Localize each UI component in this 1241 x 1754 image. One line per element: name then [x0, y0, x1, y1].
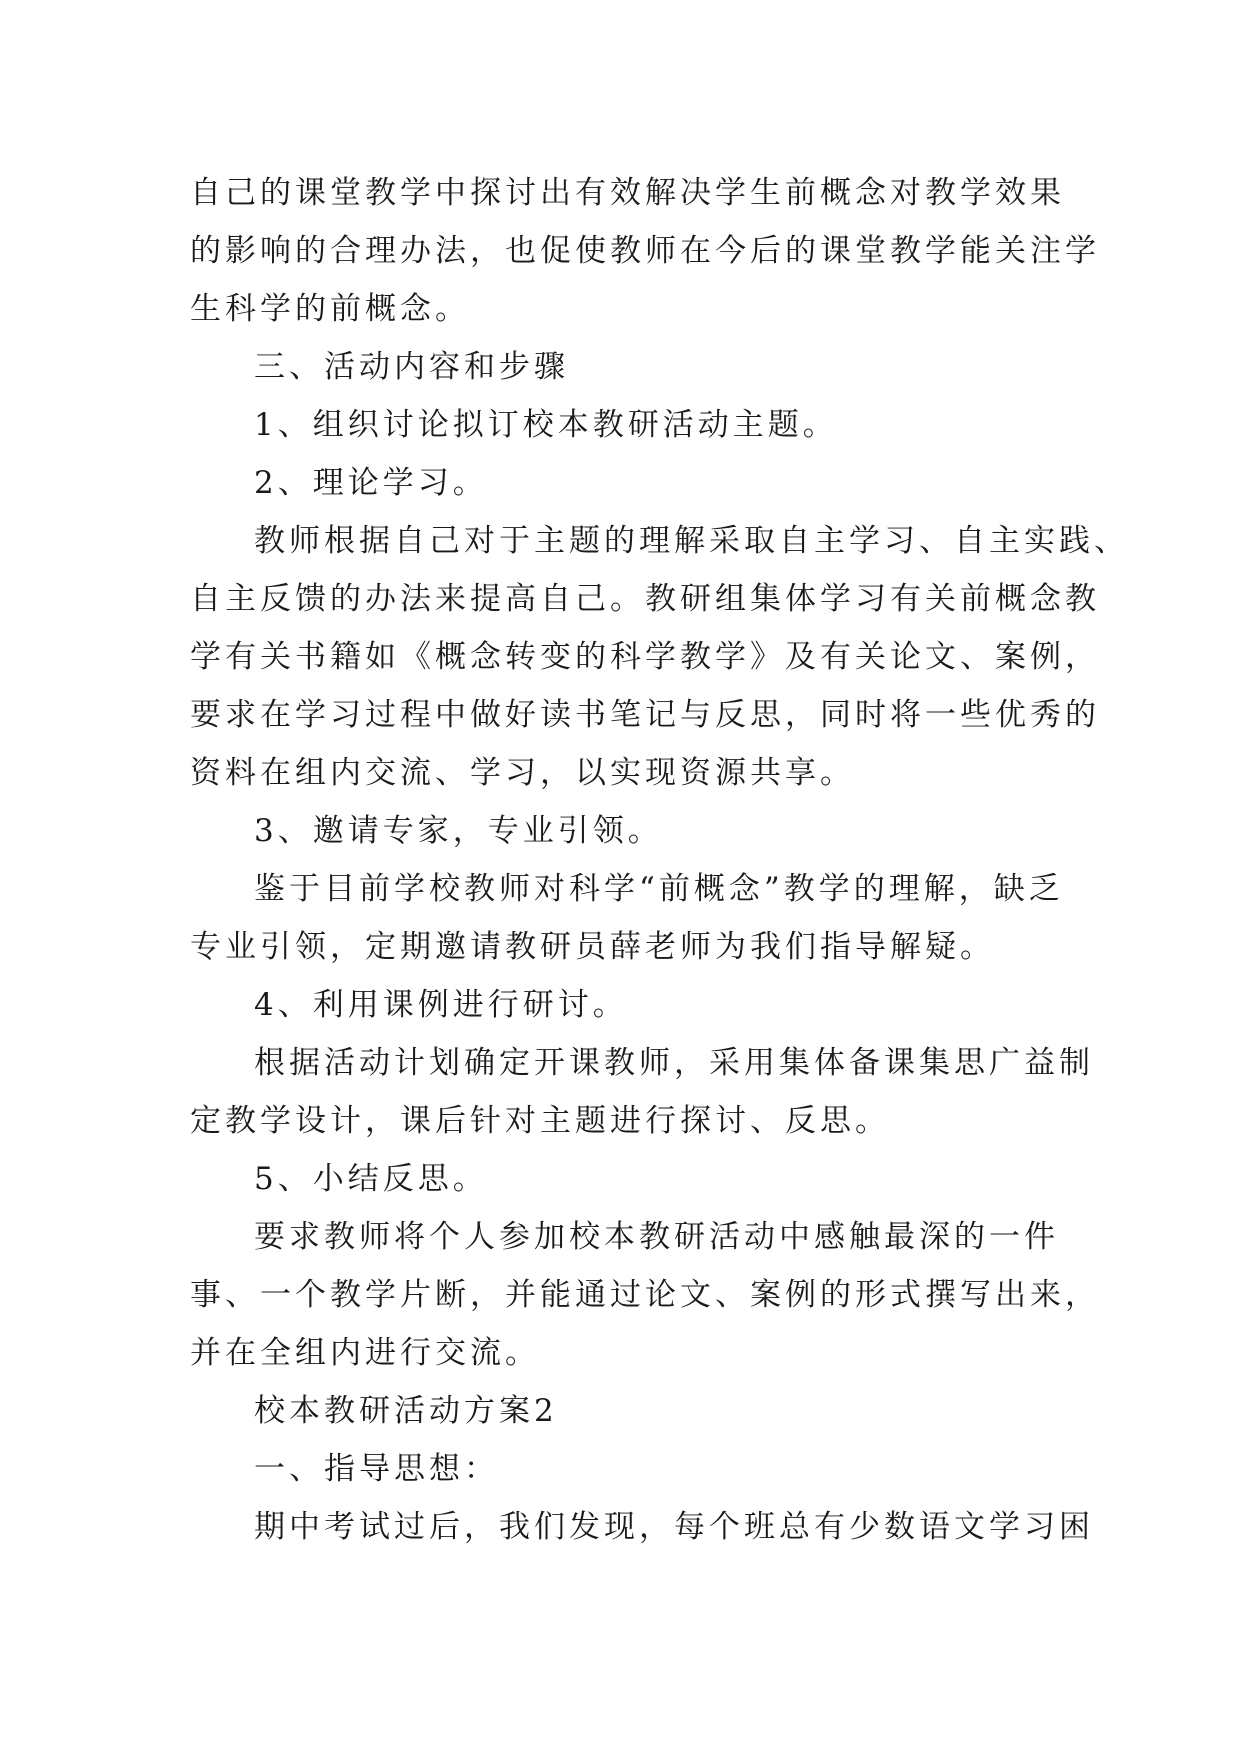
text-line: 自己的课堂教学中探讨出有效解决学生前概念对教学效果 [190, 175, 1065, 211]
text-line: 期中考试过后，我们发现，每个班总有少数语文学习困 [254, 1509, 1094, 1545]
document-title: 校本教研活动方案2 [254, 1393, 558, 1429]
list-item: 4、利用课例进行研讨。 [254, 987, 628, 1023]
list-item: 1、组织讨论拟订校本教研活动主题。 [254, 407, 838, 443]
text-line: 根据活动计划确定开课教师，采用集体备课集思广益制 [254, 1045, 1094, 1081]
text-line: 专业引领，定期邀请教研员薛老师为我们指导解疑。 [190, 929, 995, 965]
text-line: 要求在学习过程中做好读书笔记与反思，同时将一些优秀的 [190, 697, 1100, 733]
text-line: 事、一个教学片断，并能通过论文、案例的形式撰写出来， [190, 1277, 1100, 1313]
text-line: 生科学的前概念。 [190, 291, 470, 327]
text-line: 的影响的合理办法，也促使教师在今后的课堂教学能关注学 [190, 233, 1100, 269]
section-heading: 一、指导思想： [254, 1451, 499, 1487]
text-line: 资料在组内交流、学习，以实现资源共享。 [190, 755, 855, 791]
text-line: 学有关书籍如《概念转变的科学教学》及有关论文、案例， [190, 639, 1100, 675]
text-line: 鉴于目前学校教师对科学“前概念”教学的理解，缺乏 [254, 871, 1064, 907]
list-item: 5、小结反思。 [254, 1161, 488, 1197]
section-heading: 三、活动内容和步骤 [254, 349, 569, 385]
text-line: 定教学设计，课后针对主题进行探讨、反思。 [190, 1103, 890, 1139]
text-line: 教师根据自己对于主题的理解采取自主学习、自主实践、 [254, 523, 1129, 559]
text-line: 自主反馈的办法来提高自己。教研组集体学习有关前概念教 [190, 581, 1100, 617]
document-body [190, 164, 1129, 1556]
text-line: 并在全组内进行交流。 [190, 1335, 540, 1371]
text-line: 要求教师将个人参加校本教研活动中感触最深的一件 [254, 1219, 1059, 1255]
list-item: 2、理论学习。 [254, 465, 488, 501]
list-item: 3、邀请专家，专业引领。 [254, 813, 663, 849]
